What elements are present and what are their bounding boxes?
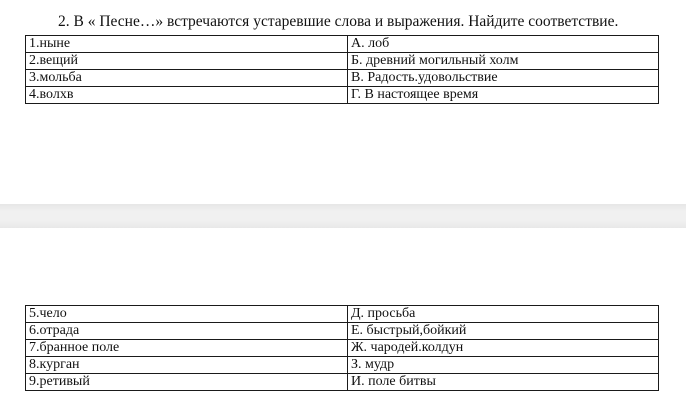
definition-cell: И. поле битвы [348, 374, 659, 391]
term-cell: 7.бранное поле [26, 340, 348, 357]
term-cell: 5.чело [26, 306, 348, 323]
term-cell: 1.ныне [26, 36, 348, 53]
definition-cell: Д. просьба [348, 306, 659, 323]
table-row [26, 306, 659, 323]
term-cell: 4.волхв [26, 87, 348, 104]
page-separator [0, 204, 686, 228]
table-row [26, 36, 659, 53]
table-row [26, 323, 659, 340]
definition-cell: А. лоб [348, 36, 659, 53]
term-cell: 6.отрада [26, 323, 348, 340]
table-row [26, 340, 659, 357]
table-row [26, 374, 659, 391]
term-cell: 8.курган [26, 357, 348, 374]
definition-cell: З. мудр [348, 357, 659, 374]
definition-cell: Б. древний могильный холм [348, 53, 659, 70]
definition-cell: В. Радость.удовольствие [348, 70, 659, 87]
definition-cell: Г. В настоящее время [348, 87, 659, 104]
matching-table-top [25, 35, 659, 104]
definition-cell: Ж. чародей.колдун [348, 340, 659, 357]
table-row [26, 70, 659, 87]
definition-cell: Е. быстрый,бойкий [348, 323, 659, 340]
table-row [26, 87, 659, 104]
matching-table-bottom [25, 305, 659, 391]
task-title: 2. В « Песне…» встречаются устаревшие слова и выражения. Найдите соответствие. [58, 13, 619, 30]
term-cell: 2.вещий [26, 53, 348, 70]
table-row [26, 53, 659, 70]
term-cell: 9.ретивый [26, 374, 348, 391]
term-cell: 3.мольба [26, 70, 348, 87]
table-row [26, 357, 659, 374]
